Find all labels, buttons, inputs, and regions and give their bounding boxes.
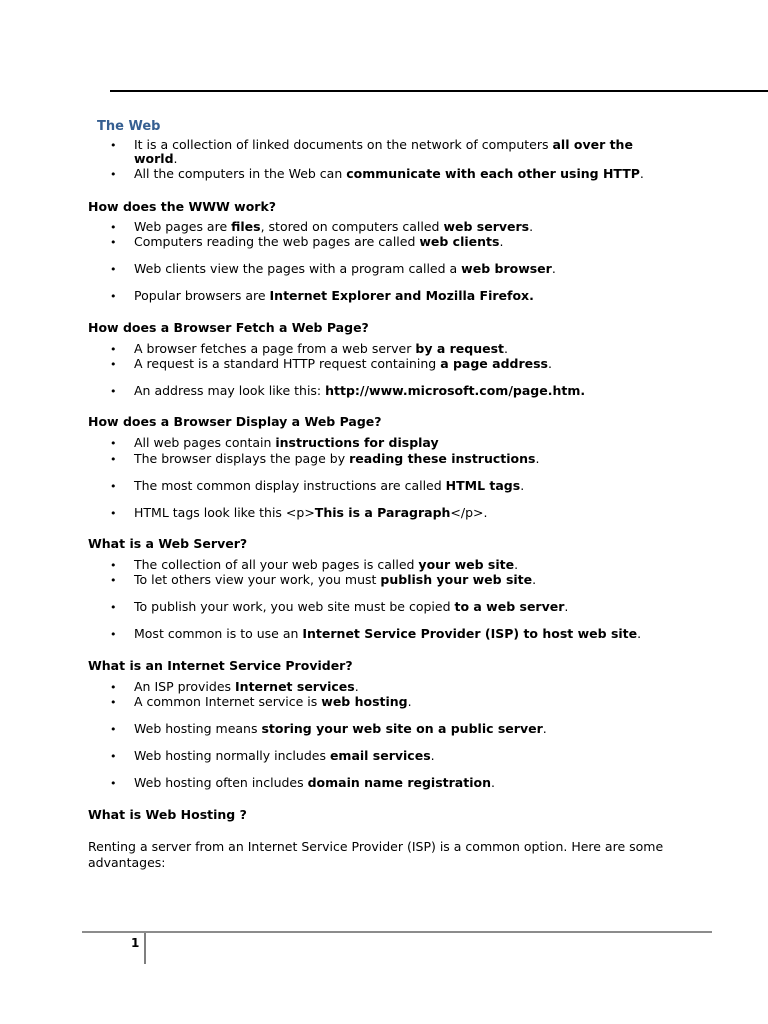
text-run: . — [430, 748, 435, 763]
bullet-text — [134, 288, 534, 303]
text-run: All web pages contain — [134, 435, 276, 450]
text-run: Computers reading the web pages are called — [134, 234, 420, 249]
bullet-text — [134, 775, 495, 790]
bullet-marker: • — [110, 453, 117, 466]
bold-text-run: http://www.microsoft.com/page.htm. — [325, 383, 586, 398]
section-heading-isp: What is an Internet Service Provider? — [88, 658, 353, 673]
section-heading-web-server: What is a Web Server? — [88, 536, 248, 551]
bold-text-run: all over the — [552, 137, 633, 152]
bullet-text — [134, 383, 585, 398]
bold-text-run: a page address — [440, 356, 548, 371]
bold-text-run: HTML tags — [445, 478, 521, 493]
text-run: The browser displays the page by — [134, 451, 350, 466]
text-run: . — [407, 694, 412, 709]
bullet-marker: • — [110, 236, 117, 249]
bold-text-run: world — [134, 151, 174, 166]
bullet-text — [134, 356, 552, 371]
text-run: Web pages are — [134, 219, 232, 234]
bold-text-run: files — [231, 219, 261, 234]
bullet-text — [134, 679, 359, 694]
bold-text-run: web clients — [419, 234, 500, 249]
text-run: . — [637, 626, 642, 641]
text-run: . — [548, 356, 552, 371]
text-run: A common Internet service is — [134, 694, 322, 709]
bullet-text — [134, 341, 508, 356]
text-run: A browser fetches a page from a web server — [134, 341, 416, 356]
text-run: . — [514, 557, 519, 572]
text-run: An address may look like this: — [134, 383, 326, 398]
text-run: . — [564, 599, 569, 614]
text-run: The most common display instructions are called — [134, 478, 446, 493]
bullet-text — [134, 451, 539, 466]
bold-text-run: web servers — [443, 219, 530, 234]
bullet-marker: • — [110, 601, 117, 614]
text-run: , stored on computers called — [260, 219, 444, 234]
bullet-marker: • — [110, 263, 117, 276]
bullet-text — [134, 478, 524, 493]
section-heading-web-hosting: What is Web Hosting ? — [88, 807, 247, 822]
text-run: . — [532, 572, 537, 587]
text-run: . — [529, 219, 534, 234]
section-heading-display: How does a Browser Display a Web Page? — [88, 414, 382, 429]
bullet-text — [134, 694, 412, 709]
bullet-marker: • — [110, 480, 117, 493]
bold-text-run: communicate with each other using HTTP — [346, 166, 640, 181]
bullet-text — [134, 234, 503, 249]
text-run: All the computers in the Web can — [134, 166, 347, 181]
text-run: An ISP provides — [134, 679, 236, 694]
text-run: Most common is to use an — [134, 626, 303, 641]
section-heading-fetch: How does a Browser Fetch a Web Page? — [88, 320, 369, 335]
bullet-marker: • — [110, 574, 117, 587]
bullet-marker: • — [110, 507, 117, 520]
bullet-text — [134, 721, 547, 736]
bold-text-run: instructions for display — [275, 435, 439, 450]
text-run: . — [354, 679, 359, 694]
text-run: . — [551, 261, 556, 276]
section-heading-www: How does the WWW work? — [88, 199, 277, 214]
text-run: It is a collection of linked documents on the network of computers — [134, 137, 553, 152]
text-run: . — [639, 166, 644, 181]
bold-text-run: Internet Service Provider (ISP) to host web site — [302, 626, 638, 641]
bold-text-run: your web site — [418, 557, 515, 572]
text-run: . — [542, 721, 547, 736]
bullet-marker: • — [110, 437, 117, 450]
bold-text-run: domain name registration — [307, 775, 491, 790]
bullet-marker: • — [110, 750, 117, 763]
section-title-the-web: The Web — [97, 119, 161, 134]
bullet-text — [134, 572, 536, 587]
bullet-marker: • — [110, 385, 117, 398]
footer-divider — [144, 933, 146, 964]
bold-text-run: reading these instructions — [349, 451, 536, 466]
bullet-text — [134, 748, 435, 763]
bold-text-run: web browser — [461, 261, 552, 276]
bullet-text — [134, 435, 439, 450]
bold-text-run: email services — [329, 748, 431, 763]
bold-text-run: to a web server — [454, 599, 565, 614]
bullet-marker: • — [110, 358, 117, 371]
bullet-text — [134, 557, 518, 572]
bold-text-run: Internet services — [235, 679, 355, 694]
text-run: Web clients view the pages with a program called a — [134, 261, 462, 276]
text-run: . — [499, 234, 504, 249]
text-run: . — [173, 151, 178, 166]
bullet-marker: • — [110, 343, 117, 356]
bullet-text — [134, 505, 488, 520]
bullet-marker: • — [110, 628, 117, 641]
header-rule — [110, 90, 768, 92]
bullet-marker: • — [110, 139, 117, 152]
bullet-marker: • — [110, 559, 117, 572]
bullet-marker: • — [110, 696, 117, 709]
text-run: . — [520, 478, 525, 493]
footer-rule — [82, 931, 712, 933]
page-number: 1 — [131, 936, 140, 950]
bullet-marker: • — [110, 290, 117, 303]
bullet-marker: • — [110, 168, 117, 181]
bullet-marker: • — [110, 221, 117, 234]
text-run: HTML tags look like this <p> — [134, 505, 315, 520]
bullet-text — [134, 137, 633, 152]
paragraph-line: Renting a server from an Internet Service Provider (ISP) is a common option. Here are some — [88, 839, 664, 854]
bold-text-run: publish your web site — [380, 572, 533, 587]
text-run: The collection of all your web pages is called — [134, 557, 419, 572]
text-run: . — [535, 451, 540, 466]
text-run: Web hosting often includes — [134, 775, 308, 790]
text-run: . — [490, 775, 495, 790]
bullet-marker: • — [110, 681, 117, 694]
text-run: Web hosting means — [134, 721, 262, 736]
text-run: Popular browsers are — [134, 288, 270, 303]
bullet-text — [134, 219, 533, 234]
text-run: . — [504, 341, 508, 356]
bullet-text — [134, 626, 641, 641]
bold-text-run: by a request — [415, 341, 504, 356]
text-run: </p>. — [450, 505, 488, 520]
bold-text-run: storing your web site on a public server — [261, 721, 543, 736]
bold-text-run: web hosting — [321, 694, 408, 709]
text-run: To let others view your work, you must — [134, 572, 381, 587]
paragraph-line: advantages: — [88, 855, 166, 870]
bold-text-run: This is a Paragraph — [314, 505, 451, 520]
bullet-marker: • — [110, 777, 117, 790]
bullet-text-continuation — [134, 151, 178, 166]
bullet-marker: • — [110, 723, 117, 736]
text-run: Web hosting normally includes — [134, 748, 330, 763]
text-run: To publish your work, you web site must be copied — [134, 599, 455, 614]
bullet-text — [134, 261, 556, 276]
bullet-text — [134, 599, 568, 614]
bullet-text — [134, 166, 644, 181]
text-run: A request is a standard HTTP request containing — [134, 356, 441, 371]
bold-text-run: Internet Explorer and Mozilla Firefox. — [269, 288, 534, 303]
